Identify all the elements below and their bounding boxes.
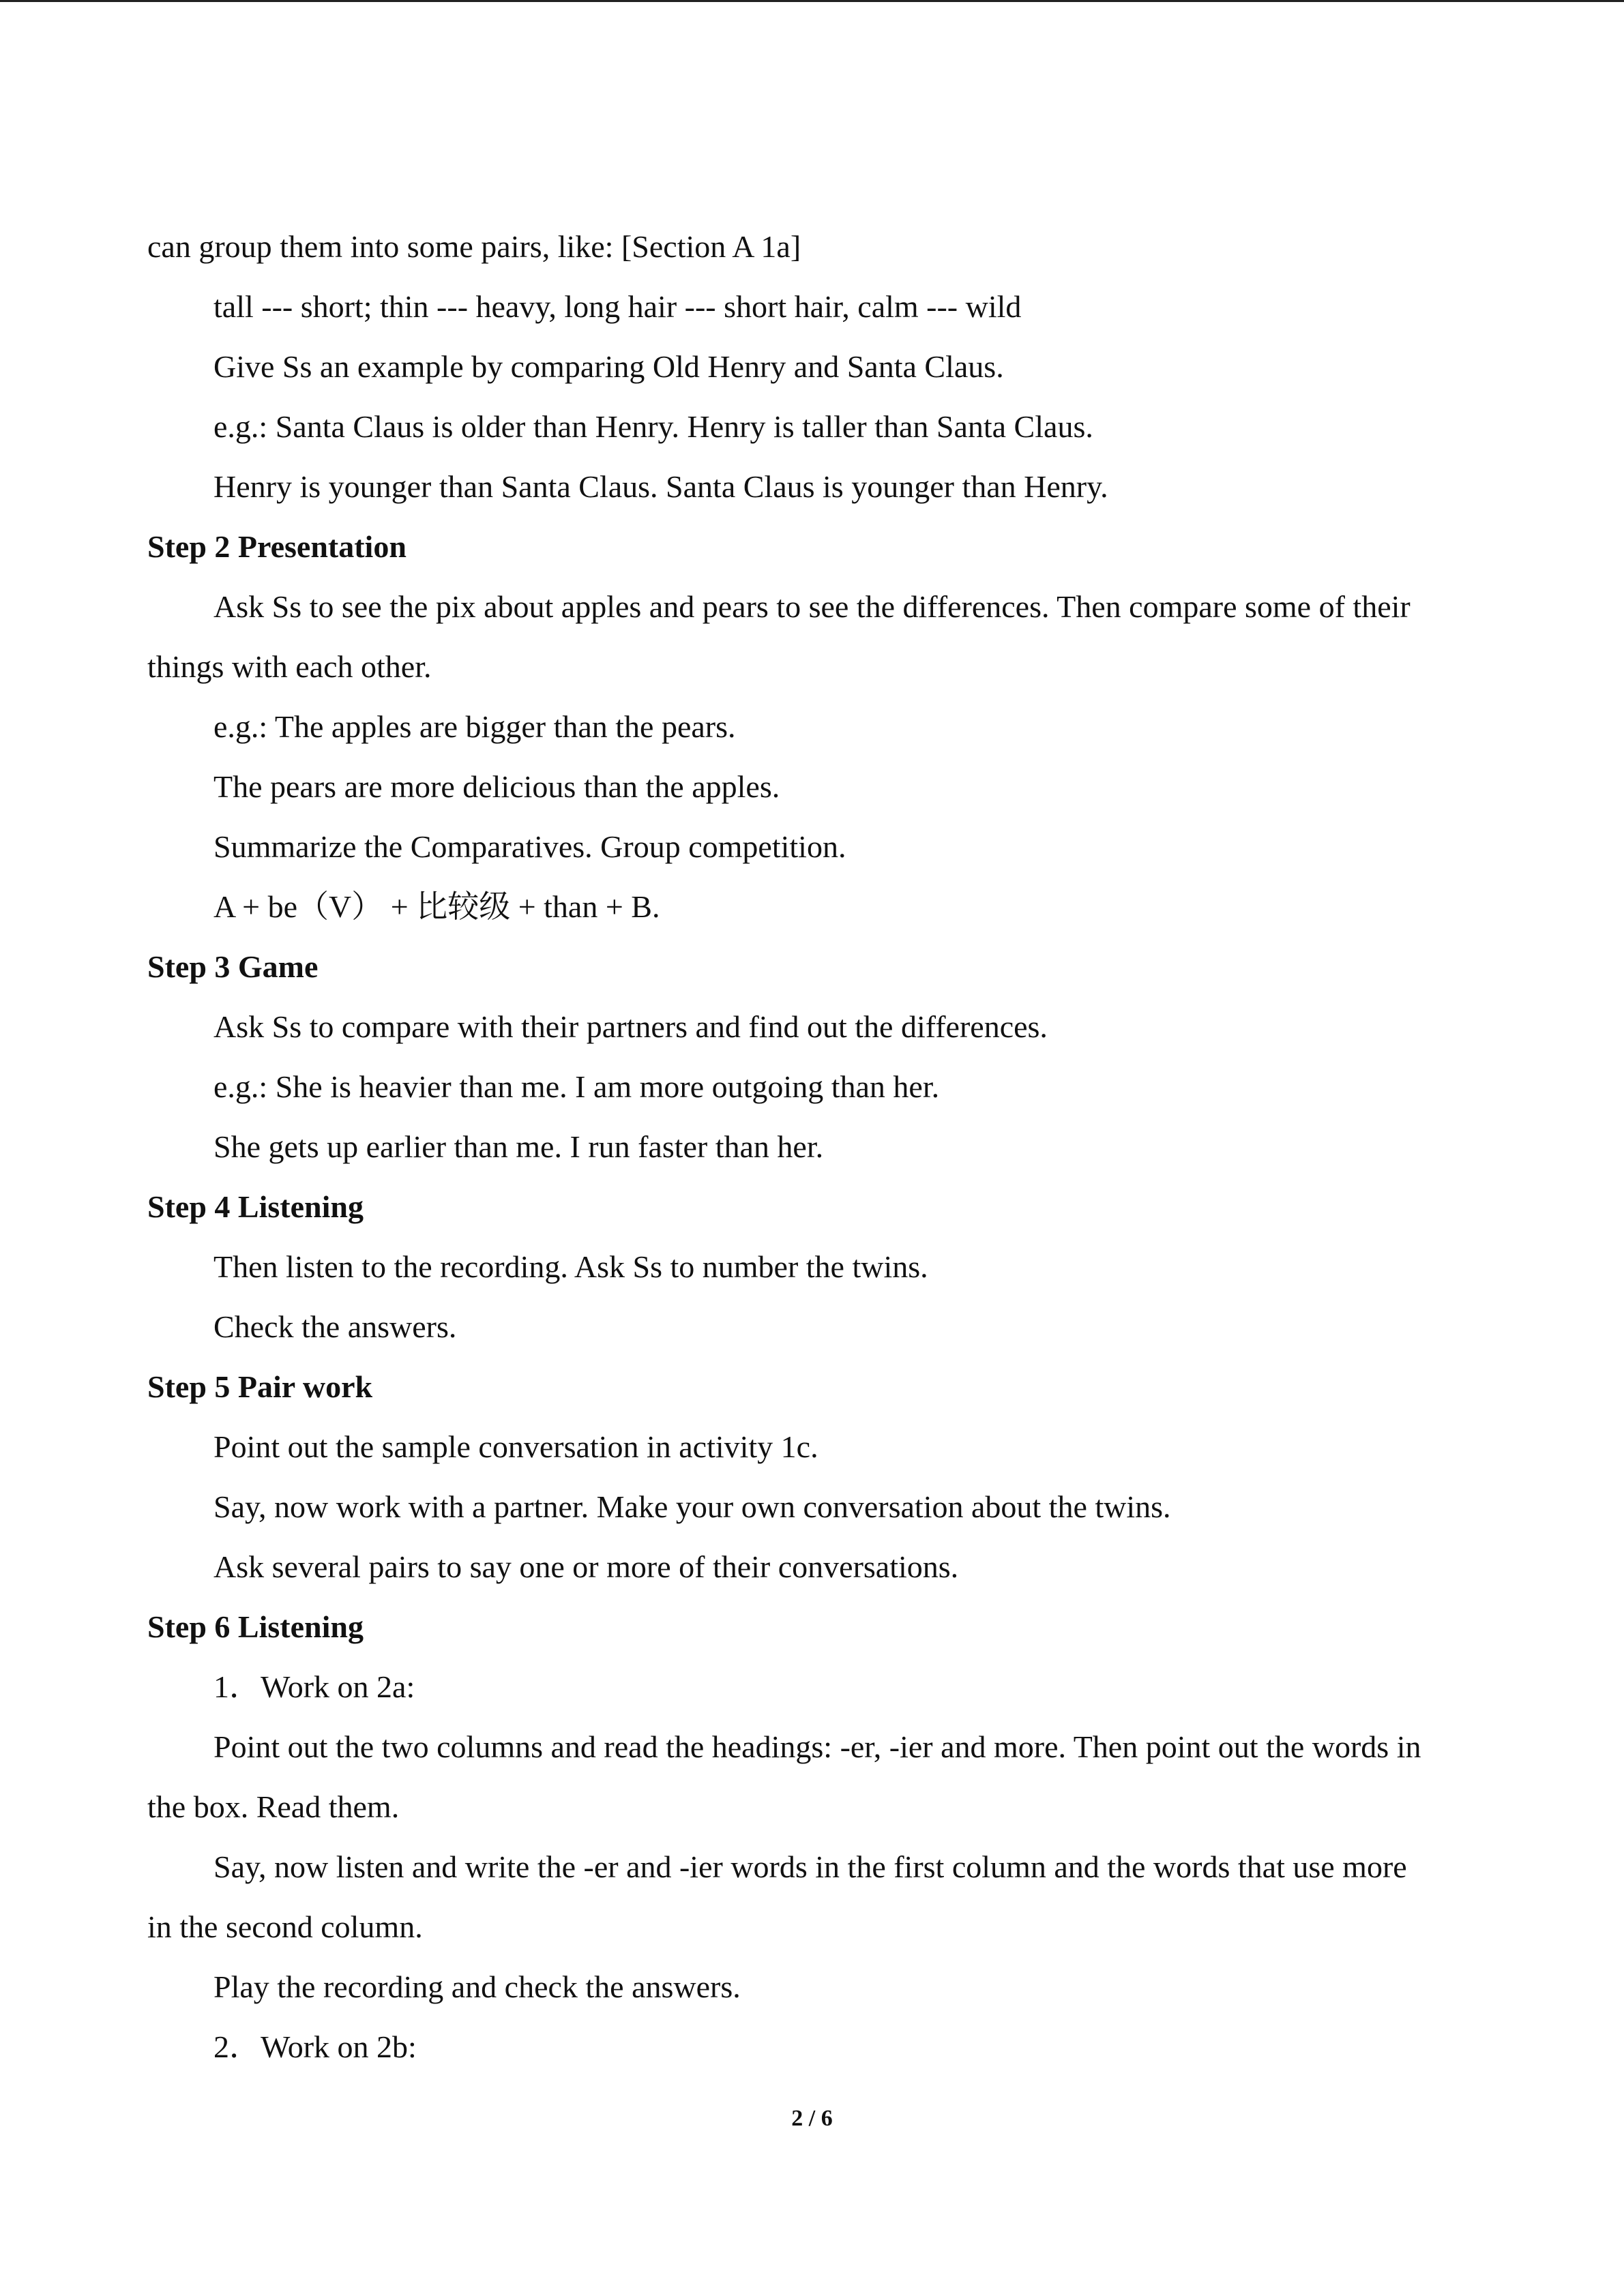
text-line: She gets up earlier than me. I run faster than her. — [213, 1129, 824, 1164]
section-heading: Step 3 Game — [147, 949, 319, 984]
text-line: tall --- short; thin --- heavy, long hair --- short hair, calm --- wild — [213, 289, 1022, 324]
text-line: e.g.: She is heavier than me. I am more outgoing than her. — [213, 1069, 940, 1104]
text-line: Henry is younger than Santa Claus. Santa Claus is younger than Henry. — [213, 469, 1108, 504]
text-line: the box. Read them. — [147, 1789, 400, 1824]
text-line: 1．Work on 2a: — [213, 1669, 415, 1704]
text-line: Ask several pairs to say one or more of their conversations. — [213, 1549, 959, 1584]
text-line: 2．Work on 2b: — [213, 2029, 417, 2064]
document-body — [147, 217, 1479, 2077]
text-line: e.g.: The apples are bigger than the pears. — [213, 709, 736, 744]
text-line: Then listen to the recording. Ask Ss to number the twins. — [213, 1249, 928, 1284]
text-line: Play the recording and check the answers. — [213, 1969, 741, 2004]
formula-line: A + be（V） + 比较级 + than + B. — [213, 889, 660, 924]
text-line: Point out the two columns and read the headings: -er, -ier and more. Then point out the words in — [213, 1729, 1421, 1764]
text-line: Point out the sample conversation in activity 1c. — [213, 1429, 818, 1464]
text-line: things with each other. — [147, 649, 432, 684]
text-line: e.g.: Santa Claus is older than Henry. Henry is taller than Santa Claus. — [213, 409, 1093, 444]
text-line: Say, now listen and write the -er and -ier words in the first column and the words that use more — [213, 1849, 1407, 1884]
text-line: Say, now work with a partner. Make your own conversation about the twins. — [213, 1489, 1171, 1524]
text-line: Summarize the Comparatives. Group competition. — [213, 829, 846, 864]
text-line: Check the answers. — [213, 1309, 457, 1344]
page-number: 2 / 6 — [791, 2106, 833, 2131]
page-top-border — [0, 0, 1624, 2]
text-line: Ask Ss to compare with their partners and find out the differences. — [213, 1009, 1048, 1044]
text-line: in the second column. — [147, 1909, 423, 1944]
section-heading: Step 6 Listening — [147, 1609, 364, 1644]
section-heading: Step 2 Presentation — [147, 529, 407, 564]
text-line: The pears are more delicious than the apples. — [213, 769, 780, 804]
section-heading: Step 4 Listening — [147, 1189, 364, 1224]
text-line: Ask Ss to see the pix about apples and pears to see the differences. Then compare some of their — [213, 589, 1411, 624]
section-heading: Step 5 Pair work — [147, 1369, 373, 1404]
text-line: can group them into some pairs, like: [Section A 1a] — [147, 229, 801, 264]
text-line: Give Ss an example by comparing Old Henry and Santa Claus. — [213, 349, 1004, 384]
